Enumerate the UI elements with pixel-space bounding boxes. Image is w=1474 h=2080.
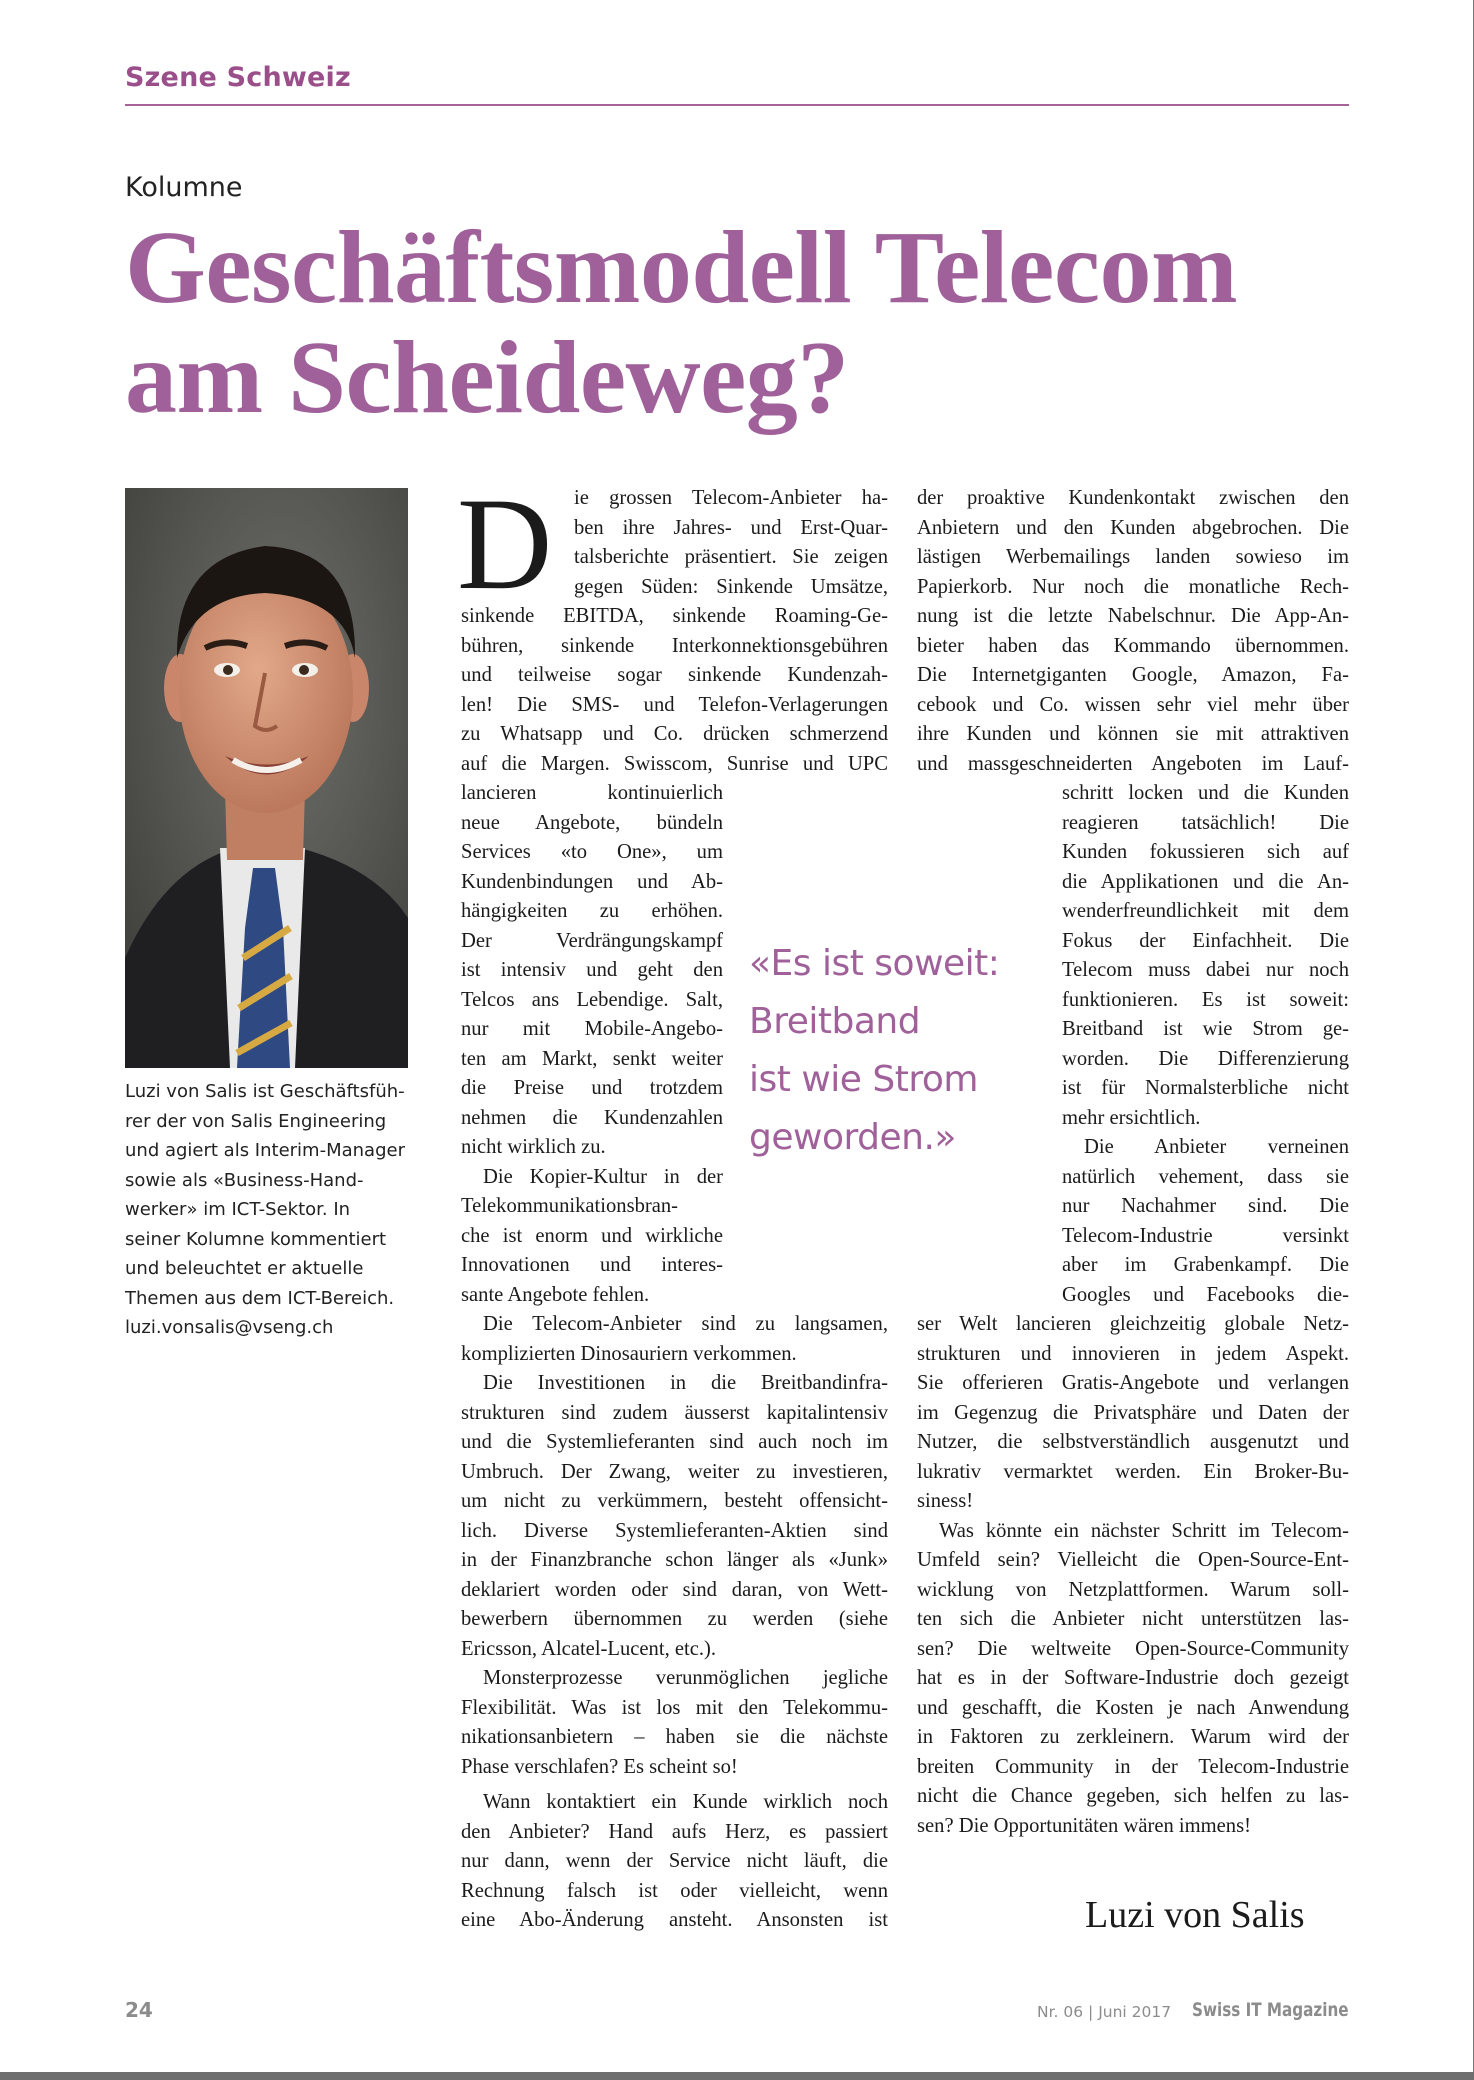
body-line: Telekommunikationsbran-	[461, 1195, 679, 1217]
pull-quote-line: Breitband	[749, 1001, 921, 1042]
caption-line: Luzi von Salis ist Geschäftsfüh-	[125, 1081, 405, 1102]
body-line: ist für Normalsterbliche nicht	[1062, 1077, 1349, 1099]
body-line: che ist enorm und wirkliche	[461, 1224, 723, 1247]
body-line: Ericsson, Alcatel-Lucent, etc.).	[461, 1637, 717, 1660]
body-line: den Anbieter? Hand aufs Herz, es passiert	[461, 1820, 888, 1843]
body-line: funktionieren. Es ist soweit:	[1062, 988, 1349, 1011]
headline-line: Geschäftsmodell Telecom	[125, 210, 1238, 325]
body-line: Breitband ist wie Strom ge-	[1062, 1018, 1349, 1040]
article-headline	[125, 210, 1385, 435]
body-line: nikationsanbietern – haben sie die nächste	[461, 1726, 888, 1748]
body-line: reagieren tatsächlich! Die	[1062, 811, 1349, 834]
body-line: Nutzer, die selbstverständlich ausgenutzt und	[917, 1431, 1349, 1453]
body-line: siness!	[917, 1490, 974, 1512]
body-line: Phase verschlafen? Es scheint so!	[461, 1755, 738, 1778]
body-line: nung ist die letzte Nabelschnur. Die App-An-	[917, 605, 1349, 627]
body-line: auf die Margen. Swisscom, Sunrise und UPC	[461, 752, 888, 775]
body-line: ser Welt lancieren gleichzeitig globale Netz-	[917, 1313, 1349, 1335]
body-line: Flexibilität. Was ist los mit den Telekommu-	[461, 1696, 888, 1719]
body-line: in Faktoren zu zerkleinern. Warum wird der	[917, 1726, 1349, 1748]
author-portrait	[125, 488, 408, 1068]
caption-line: sowie als «Business-Hand-	[125, 1169, 364, 1191]
body-line: hat es in der Software-Industrie doch gezeigt	[917, 1667, 1349, 1689]
body-line: in der Finanzbranche schon länger als «Junk»	[461, 1549, 888, 1571]
body-column-1c	[461, 779, 723, 1310]
body-line: ihre Kunden und können sie mit attraktiven	[917, 723, 1349, 745]
body-line: Sie offerieren Gratis-Angebote und verlangen	[917, 1372, 1349, 1394]
body-line: die Preise und trotzdem	[461, 1077, 723, 1099]
body-line: sante Angebote fehlen.	[461, 1283, 650, 1306]
author-signature: Luzi von Salis	[1085, 1894, 1305, 1936]
body-line: Wann kontaktiert ein Kunde wirklich noch	[483, 1791, 888, 1813]
body-line: schritt locken und die Kunden	[1062, 782, 1349, 804]
body-line: Die Internetgiganten Google, Amazon, Fa-	[917, 664, 1349, 686]
body-line: lukrativ vermarktet werden. Ein Broker-Bu-	[917, 1460, 1349, 1483]
body-line: nicht wirklich zu.	[461, 1136, 606, 1158]
body-line: Umbruch. Der Zwang, weiter zu investieren,	[461, 1460, 888, 1483]
caption-line: seiner Kolumne kommentiert	[125, 1228, 387, 1250]
body-line: natürlich vehement, dass sie	[1062, 1165, 1349, 1188]
body-line: Die Anbieter verneinen	[1084, 1136, 1349, 1158]
body-line: ie grossen Telecom-Anbieter ha-	[574, 487, 888, 509]
body-line: aber im Grabenkampf. Die	[1062, 1254, 1349, 1276]
body-column-2a	[917, 484, 1349, 779]
body-line: und teilweise sogar sinkende Kundenzah-	[461, 664, 888, 686]
page-number: 24	[125, 1998, 153, 2022]
body-line: Rechnung falsch ist oder vielleicht, wenn	[461, 1879, 888, 1902]
body-column-1d	[461, 1310, 888, 1936]
caption-line: werker» im ICT-Sektor. In	[125, 1199, 351, 1220]
body-line: sinkende EBITDA, sinkende Roaming-Ge-	[461, 605, 888, 627]
body-line: Papierkorb. Nur noch die monatliche Rech-	[917, 575, 1349, 598]
body-line: lästigen Werbemailings landen sowieso im	[917, 546, 1349, 568]
page-edge	[0, 2072, 1474, 2080]
headline-line: am Scheideweg?	[125, 320, 849, 435]
body-line: strukturen und innovieren in jedem Aspekt.	[917, 1342, 1349, 1365]
body-column-2c	[917, 1310, 1349, 1841]
body-line: nur mit Mobile-Angebo-	[461, 1018, 723, 1040]
body-line: nicht die Chance gegeben, sich helfen zu las-	[917, 1785, 1349, 1807]
magazine-name: Swiss IT Magazine	[1192, 1999, 1349, 2021]
body-line: cebook und Co. wissen sehr viel mehr über	[917, 693, 1349, 716]
body-line: ten sich die Anbieter nicht unterstützen las-	[917, 1608, 1349, 1630]
body-line: talsberichte präsentiert. Sie zeigen	[574, 546, 888, 568]
body-line: der proaktive Kundenkontakt zwischen den	[917, 487, 1349, 509]
body-line: Monsterprozesse verunmöglichen jegliche	[483, 1667, 888, 1689]
body-line: Kundenbindungen und Ab-	[461, 870, 723, 893]
body-line: Fokus der Einfachheit. Die	[1062, 929, 1349, 952]
body-line: lancieren kontinuierlich	[461, 782, 723, 804]
body-line: zu Whatsapp und Co. drücken schmerzend	[461, 723, 888, 745]
body-line: bühren, sinkende Interkonnektionsgebühren	[461, 634, 888, 657]
body-line: Googles und Facebooks die-	[1062, 1283, 1349, 1306]
body-line: nehmen die Kundenzahlen	[461, 1106, 723, 1129]
body-column-1a	[574, 484, 888, 602]
body-line: strukturen sind zudem äusserst kapitalintensiv	[461, 1401, 888, 1424]
body-line: gegen Süden: Sinkende Umsätze,	[574, 575, 888, 598]
body-line: die Applikationen und die An-	[1062, 870, 1349, 893]
body-line: hängigkeiten zu erhöhen.	[461, 900, 723, 922]
body-line: nur Nachahmer sind. Die	[1062, 1195, 1349, 1217]
body-line: bieter haben das Kommando übernommen.	[917, 634, 1349, 657]
body-line: Die Kopier-Kultur in der	[483, 1165, 723, 1188]
header-rule	[125, 104, 1349, 106]
body-line: nur dann, wenn der Service nicht läuft, die	[461, 1850, 888, 1872]
body-line: Was könnte ein nächster Schritt im Telecom-	[939, 1519, 1349, 1542]
body-line: eine Abo-Änderung ansteht. Ansonsten ist	[461, 1909, 888, 1931]
body-line: um nicht zu verkümmern, besteht offensicht-	[461, 1490, 888, 1512]
section-label: Szene Schweiz	[125, 62, 351, 93]
body-line: len! Die SMS- und Telefon-Verlagerungen	[461, 693, 888, 716]
article-kicker: Kolumne	[125, 172, 243, 203]
caption-line: und beleuchtet er aktuelle	[125, 1258, 364, 1279]
author-email[interactable]: luzi.vonsalis@vseng.ch	[125, 1317, 334, 1338]
body-line: sen? Die Opportunitäten wären immens!	[917, 1814, 1251, 1837]
body-line: und die Systemlieferanten sind auch noch im	[461, 1431, 888, 1453]
drop-cap: D	[457, 470, 553, 617]
pull-quote-line: ist wie Strom	[749, 1059, 978, 1100]
body-line: Innovationen und interes-	[461, 1254, 723, 1276]
pull-quote	[749, 935, 999, 1167]
body-line: Telecom muss dabei nur noch	[1062, 959, 1349, 981]
body-line: breiten Community in der Telecom-Industrie	[917, 1755, 1349, 1778]
body-line: und massgeschneiderten Angeboten im Lauf-	[917, 752, 1349, 775]
issue-info: Nr. 06 | Juni 2017	[1037, 2003, 1172, 2021]
body-line: Der Verdrängungskampf	[461, 929, 723, 952]
body-line: Anbietern und den Kunden abgebrochen. Die	[917, 516, 1349, 539]
caption-line: Themen aus dem ICT-Bereich.	[125, 1287, 395, 1309]
caption-line: rer der von Salis Engineering	[125, 1110, 387, 1132]
body-line: deklariert worden oder sind daran, von Wett-	[461, 1578, 888, 1601]
body-column-1b	[461, 602, 888, 779]
body-line: ten am Markt, senkt weiter	[461, 1047, 723, 1070]
body-line: Die Investitionen in die Breitbandinfra-	[483, 1372, 888, 1394]
body-line: lich. Diverse Systemlieferanten-Aktien sind	[461, 1519, 888, 1542]
body-column-2b	[1062, 779, 1349, 1310]
body-line: im Gegenzug die Privatsphäre und Daten der	[917, 1401, 1349, 1424]
body-line: wenderfreundlichkeit mit dem	[1062, 900, 1349, 922]
body-line: Die Telecom-Anbieter sind zu langsamen,	[483, 1313, 888, 1335]
body-line: und geschafft, die Kosten je nach Anwendung	[917, 1696, 1349, 1719]
author-caption	[125, 1077, 425, 1343]
body-line: Kunden fokussieren sich auf	[1062, 841, 1349, 863]
body-line: ben ihre Jahres- und Erst-Quar-	[574, 516, 888, 539]
body-line: neue Angebote, bündeln	[461, 811, 723, 834]
pull-quote-line: «Es ist soweit:	[749, 943, 1000, 984]
pull-quote-line: geworden.»	[749, 1117, 956, 1158]
caption-line: und agiert als Interim-Manager	[125, 1140, 405, 1161]
body-line: ist intensiv und geht den	[461, 959, 723, 981]
body-line: bewerbern übernommen zu werden (siehe	[461, 1608, 888, 1630]
body-line: Telecom-Industrie versinkt	[1062, 1224, 1349, 1247]
body-line: wicklung von Netzplattformen. Warum soll-	[917, 1578, 1349, 1601]
body-line: komplizierten Dinosauriern verkommen.	[461, 1342, 797, 1365]
body-line: Services «to One», um	[461, 841, 723, 863]
body-line: Telcos ans Lebendige. Salt,	[461, 988, 723, 1011]
body-line: sen? Die weltweite Open-Source-Community	[917, 1637, 1349, 1660]
body-line: worden. Die Differenzierung	[1062, 1047, 1349, 1070]
body-line: Umfeld sein? Vielleicht die Open-Source-Ent-	[917, 1549, 1349, 1571]
body-line: mehr ersichtlich.	[1062, 1106, 1201, 1129]
